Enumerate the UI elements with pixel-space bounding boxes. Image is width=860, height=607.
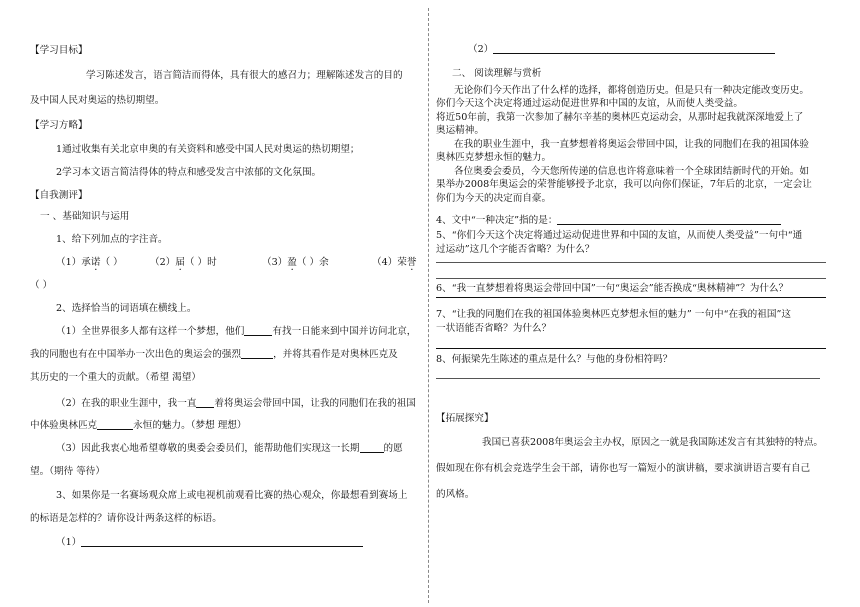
explore-line-2: 假如现在你有机会竞选学生会干部，请你也写一篇短小的演讲稿，要求演讲语言要有自己 bbox=[436, 463, 811, 474]
q6-answer-line[interactable] bbox=[436, 297, 826, 298]
question-8: 8、何振梁先生陈述的重点是什么？与他的身份相符吗？ bbox=[436, 354, 673, 365]
answer-line[interactable] bbox=[81, 536, 363, 547]
section-one-title: 一 、基础知识与运用 bbox=[40, 211, 130, 222]
q2-3-line-1: （3）因此我衷心地希望尊敬的奥委会委员们，能帮助他们实现这一长期 的愿 bbox=[56, 443, 403, 454]
question-5-line-2: 过运动”这几个字能否省略？为什么？ bbox=[436, 244, 595, 255]
method-header: 【学习方略】 bbox=[30, 120, 88, 131]
answer-blank[interactable] bbox=[241, 348, 273, 359]
question-7-line-1: 7、“让我的同胞们在我的祖国体验奥林匹克梦想永恒的魅力” 一句中“在我的祖国”这 bbox=[436, 309, 791, 320]
passage-p4-line-2: 果举办2008年奥运会的荣誉能够授予北京，我可以向你们保证，7年后的北京，一定会让 bbox=[436, 179, 812, 190]
self-test-header: 【自我测评】 bbox=[30, 190, 88, 201]
q3-answer-2: （2） bbox=[468, 43, 775, 57]
goal-text-line-2: 及中国人民对奥运的热切期望。 bbox=[30, 95, 165, 106]
q2-2-line-1: （2）在我的职业生涯中，我一直 着将奥运会带回中国，让我的同胞们在我的祖国 bbox=[56, 398, 416, 409]
q5-answer-line-1[interactable] bbox=[436, 262, 826, 263]
left-column bbox=[0, 0, 424, 607]
question-5-line-1: 5、“你们今天这个决定将通过运动促进世界和中国的友谊，从而使人类受益”一句中“通 bbox=[436, 230, 803, 241]
explore-line-3: 的风格。 bbox=[436, 489, 475, 500]
column-divider bbox=[428, 8, 429, 603]
section-two-title: 二、 阅读理解与赏析 bbox=[452, 68, 542, 79]
q1-item-1: （1）承诺（ ） bbox=[56, 257, 123, 268]
goal-header: 【学习目标】 bbox=[30, 45, 88, 56]
q2-2-line-2: 中体验奥林匹克 永恒的魅力。（梦想 理想） bbox=[30, 420, 247, 431]
answer-blank[interactable] bbox=[97, 419, 133, 430]
question-6: 6、“我一直梦想着将奥运会带回中国”一句“奥运会”能否换成“奥林精神”？为什么？ bbox=[436, 283, 789, 294]
passage-p1-line-2: 你们今天这个决定将通过运动促进世界和中国的友谊，从而使人类受益。 bbox=[436, 98, 743, 109]
q2-1-line-2: 我的同胞也有在中国举办一次出色的奥运会的强烈 ，并将其看作是对奥林匹克及 bbox=[30, 349, 398, 360]
q1-item-4: （4）荣誉 bbox=[372, 257, 417, 268]
q2-3-line-2: 望。（期待 等待） bbox=[30, 466, 105, 477]
passage-p4-line-1: 各位奥委会委员，今天您所传递的信息也许将意味着一个全球团结新时代的开始。如 bbox=[454, 166, 809, 177]
answer-line[interactable] bbox=[493, 43, 775, 54]
question-1: 1、给下列加点的字注音。 bbox=[56, 234, 168, 245]
q7-answer-line[interactable] bbox=[436, 348, 826, 349]
q8-answer-line[interactable] bbox=[436, 378, 820, 379]
passage-p3-line-1: 在我的职业生涯中，我一直梦想着将奥运会带回中国，让我的同胞们在我的祖国体验 bbox=[454, 139, 809, 150]
question-4: 4、文中“一种决定”指的是： bbox=[436, 214, 781, 228]
answer-blank[interactable] bbox=[196, 397, 214, 408]
method-item-1: 1通过收集有关北京申奥的有关资料和感受中国人民对奥运的热切期望； bbox=[56, 144, 360, 155]
passage-p2-line-1: 将近50年前，我第一次参加了赫尔辛基的奥林匹克运动会，从那时起我就深深地爱上了 bbox=[436, 112, 804, 123]
q5-answer-line-2[interactable] bbox=[436, 278, 826, 279]
q1-item-2: （2）届（ ）时 bbox=[150, 257, 217, 268]
question-3-line-1: 3、如果你是一名赛场观众席上或电视机前观看比赛的热心观众，你最想看到赛场上 bbox=[56, 490, 408, 501]
q2-1-line-1: （1）全世界很多人都有这样一个梦想，他们 有找一日能来到中国并访问北京， bbox=[56, 326, 417, 337]
passage-p1-line-1: 无论你们今天作出了什么样的选择，都将创造历史。但是只有一种决定能改变历史。 bbox=[454, 85, 809, 96]
q1-item-4-blank: （ ） bbox=[30, 280, 53, 291]
goal-text-line-1: 学习陈述发言，语言简洁而得体，具有很大的感召力；理解陈述发言的目的 bbox=[86, 70, 403, 81]
answer-line[interactable] bbox=[557, 214, 781, 225]
passage-p3-line-2: 奥林匹克梦想永恒的魅力。 bbox=[436, 152, 552, 163]
passage-p2-line-2: 奥运精神。 bbox=[436, 125, 484, 136]
q3-answer-1: （1） bbox=[56, 536, 363, 550]
right-column bbox=[432, 0, 860, 607]
answer-blank[interactable] bbox=[244, 325, 272, 336]
question-3-line-2: 的标语是怎样的？请你设计两条这样的标语。 bbox=[30, 513, 222, 524]
method-item-2: 2学习本文语言简洁得体的特点和感受发言中浓郁的文化氛围。 bbox=[56, 167, 322, 178]
explore-line-1: 我国已喜获2008年奥运会主办权，原因之一就是我国陈述发言有其独特的特点。 bbox=[482, 437, 824, 448]
q1-item-3: （3）盈（ ）余 bbox=[262, 257, 329, 268]
question-2: 2、选择恰当的词语填在横线上。 bbox=[56, 303, 197, 314]
explore-header: 【拓展探究】 bbox=[436, 413, 494, 424]
answer-blank[interactable] bbox=[360, 442, 384, 453]
passage-p4-line-3: 你们为今天的决定而自豪。 bbox=[436, 193, 552, 204]
question-7-line-2: 一状语能否省略？为什么？ bbox=[436, 323, 552, 334]
q2-1-line-3: 其历史的一个重大的贡献。（希望 渴望） bbox=[30, 372, 201, 383]
